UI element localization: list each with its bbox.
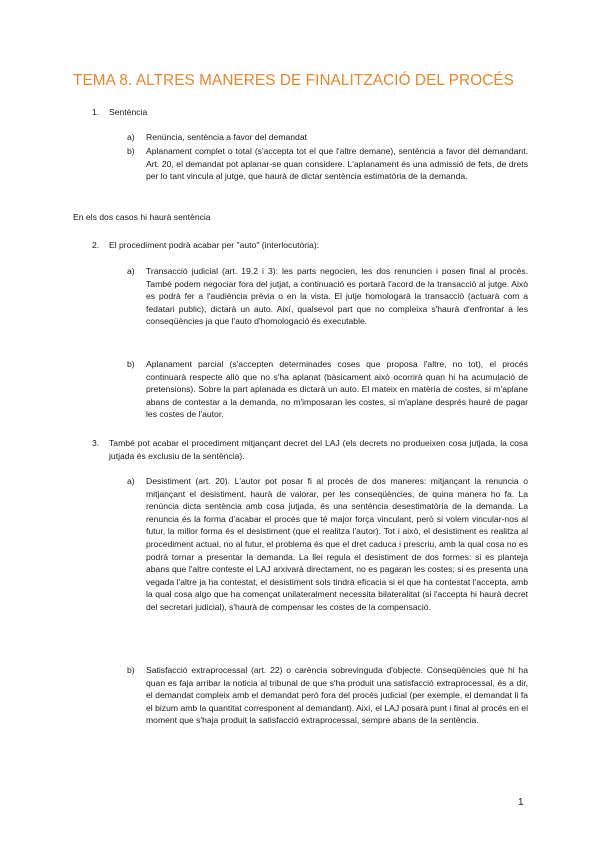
list-item-text: Renúncia, sentència a favor del demandat	[146, 132, 307, 142]
section-heading: El procediment podrà acabar per "auto" (interlocutòria):	[109, 240, 320, 250]
list-item-text: Aplanament complet o total (s'accepta tot el que l'altre demane), sentència a favor del demandant. Art. 20, el demandat pot aplanar-se quan considere. L'aplanament és una admissió de fets, de drets per lo tant vincula al jutge, que haurà de dictar sentència estimatòria de la demanda.	[146, 146, 528, 182]
page-title: TEMA 8. ALTRES MANERES DE FINALITZACIÓ DEL PROCÉS	[73, 72, 514, 89]
list-item-text: Satisfacció extraprocessal (art. 22) o carència sobrevinguda d'objecte. Conseqüències que hi ha quan es faja arribar la noticia al tribunal de que s'ha produit una satisfacció extraprocessal, és a dir, el demandat compleix amb el demandat però fora del procés judicial (per exemple, el demandat li fa el bizum amb la quantitat corresponent al demandant). Així, el LAJ posarà punt i final al procés en el moment que s'haja produit la satisfacció extraprocessal, sempre abans de la sentència.	[146, 665, 528, 726]
item-letter: a)	[127, 132, 135, 142]
section-note: En els dos casos hi haurà sentència	[73, 212, 211, 222]
section-number: 1.	[92, 107, 100, 117]
list-item-text: Desistiment (art. 20). L'autor pot posar fi al procés de dos maneres: mitjançant la renuncia o mitjançant el desistiment, haurà de valorar, per les conseqüències, de quina manera ho fa. La renúncia dicta sentència amb cosa jutjada, és una sentència desestimatòria de la demanda. La renuncia és la forma d'acabar el procés que té major força vinculant, però si volem vincular-nos al futur, la millor forma és el desistiment (que el realitza l'autor). Tot i això, el desistiment es realitza al procediment actual, no al futur, el problema és que el dret caduca i prescriu, amb la qual cosa no es podrà tornar a presentar la demanda. La llei regula el desistiment de dos formes: si es planteja abans que l'altre conteste el LAJ arxivarà directament, no es pagaran les costes; si es presenta una vegada l'altre ja ha contestat, el desistiment sols tindrà eficacia si el que ha contestat l'accepta, amb la qual cosa algo que ha començat unilateralment necessita bilateralitat (si l'accepta hi haurà decret del secretari judicial), s'haurà de compensar les costes de la compensació.	[146, 476, 528, 612]
page-number: 1	[518, 797, 524, 808]
item-letter: a)	[127, 476, 135, 486]
section-number: 2.	[92, 240, 100, 250]
section-number: 3.	[92, 438, 100, 448]
section-heading: També pot acabar el procediment mitjançant decret del LAJ (els decrets no produeixen cosa jutjada, la cosa jutjada és exclusiu de la sentència).	[109, 438, 528, 461]
list-item-text: Aplanament parcial (s'accepten determinades coses que proposa l'altre, no tot), el procés continuarà respecte allò que no s'ha aplanat (bàsicament això ocorrirà quan hi ha acumulació de pretensions). Sobre la part aplanada es dictarà un auto. El mateix en matèria de costes, si m'aplane abans de contestar a la demanda, no m'imposaran les costes, si m'aplane després hauré de pagar les costes de l'autor.	[146, 359, 528, 420]
item-letter: a)	[127, 266, 135, 276]
list-item-text: Transacció judicial (art. 19.2 i 3): les parts negocien, les dos renuncien i posen final al procés. També podem negociar fora del jutjat, a continuació es portarà l'acord de la transacció al jutge. Això es podrà fer a l'audiència prèvia o en la vista. El jutje homologarà la transacció (actuarà com a fedatari public), dictarà un auto. Així, qualsevol part que no compleixa s'haurà d'enfrontar a les conseqüències ja que l'auto d'homologació és executable.	[146, 266, 528, 327]
item-letter: b)	[127, 146, 135, 156]
item-letter: b)	[127, 359, 135, 369]
section-heading: Sentència	[109, 107, 148, 117]
item-letter: b)	[127, 665, 135, 675]
